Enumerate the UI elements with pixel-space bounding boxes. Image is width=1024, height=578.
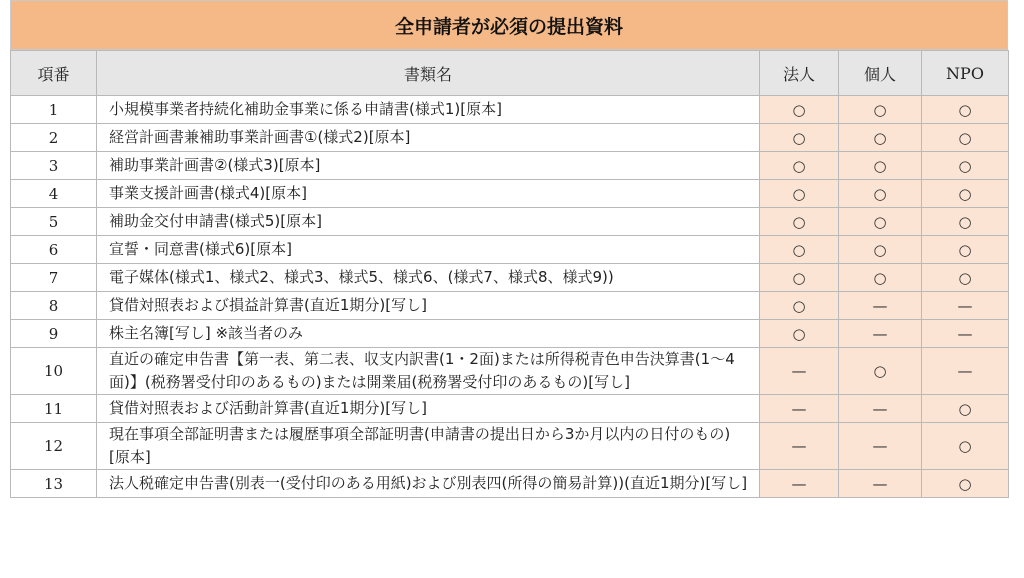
- individual-mark: —: [839, 292, 922, 320]
- npo-mark: ○: [922, 236, 1009, 264]
- row-number: 13: [11, 470, 97, 498]
- table-row: [11, 423, 1009, 470]
- document-name: 経営計画書兼補助事業計画書①(様式2)[原本]: [97, 124, 760, 152]
- npo-mark: ○: [922, 152, 1009, 180]
- row-number: 5: [11, 208, 97, 236]
- document-name: 宣誓・同意書(様式6)[原本]: [97, 236, 760, 264]
- corporation-mark: ○: [760, 320, 839, 348]
- corporation-mark: ○: [760, 292, 839, 320]
- document-name: 貸借対照表および損益計算書(直近1期分)[写し]: [97, 292, 760, 320]
- corporation-mark: ○: [760, 124, 839, 152]
- individual-mark: ○: [839, 152, 922, 180]
- individual-mark: —: [839, 470, 922, 498]
- corporation-mark: ○: [760, 180, 839, 208]
- row-number: 7: [11, 264, 97, 292]
- npo-mark: ○: [922, 180, 1009, 208]
- document-name: 小規模事業者持続化補助金事業に係る申請書(様式1)[原本]: [97, 96, 760, 124]
- table-row: [11, 348, 1009, 395]
- document-name: 事業支援計画書(様式4)[原本]: [97, 180, 760, 208]
- npo-mark: ○: [922, 264, 1009, 292]
- individual-mark: ○: [839, 236, 922, 264]
- row-number: 11: [11, 395, 97, 423]
- npo-mark: ○: [922, 423, 1009, 470]
- corporation-mark: ○: [760, 96, 839, 124]
- table-row: [11, 124, 1009, 152]
- document-name: 直近の確定申告書【第一表、第二表、収支内訳書(1・2面)または所得税青色申告決算書(1～4面)】(税務署受付印のあるもの)または開業届(税務署受付印のあるもの)[写し]: [97, 348, 760, 395]
- row-number: 12: [11, 423, 97, 470]
- npo-mark: —: [922, 348, 1009, 395]
- npo-mark: ○: [922, 96, 1009, 124]
- npo-mark: ○: [922, 470, 1009, 498]
- individual-mark: —: [839, 320, 922, 348]
- individual-mark: ○: [839, 124, 922, 152]
- table-row: [11, 395, 1009, 423]
- individual-mark: ○: [839, 96, 922, 124]
- corporation-mark: ○: [760, 208, 839, 236]
- npo-mark: ○: [922, 208, 1009, 236]
- table-row: [11, 96, 1009, 124]
- corporation-mark: ○: [760, 264, 839, 292]
- npo-mark: ○: [922, 395, 1009, 423]
- individual-mark: ○: [839, 348, 922, 395]
- row-number: 4: [11, 180, 97, 208]
- row-number: 3: [11, 152, 97, 180]
- row-number: 1: [11, 96, 97, 124]
- corporation-mark: ○: [760, 236, 839, 264]
- document-name: 株主名簿[写し] ※該当者のみ: [97, 320, 760, 348]
- document-name: 貸借対照表および活動計算書(直近1期分)[写し]: [97, 395, 760, 423]
- document-name: 電子媒体(様式1、様式2、様式3、様式5、様式6、(様式7、様式8、様式9)): [97, 264, 760, 292]
- row-number: 9: [11, 320, 97, 348]
- header-npo: NPO: [922, 51, 1009, 96]
- document-name: 補助金交付申請書(様式5)[原本]: [97, 208, 760, 236]
- row-number: 2: [11, 124, 97, 152]
- npo-mark: —: [922, 292, 1009, 320]
- header-corporation: 法人: [760, 51, 839, 96]
- header-row: [11, 51, 1009, 96]
- header-no: 項番: [11, 51, 97, 96]
- table-row: [11, 320, 1009, 348]
- header-individual: 個人: [839, 51, 922, 96]
- individual-mark: —: [839, 423, 922, 470]
- table-row: [11, 152, 1009, 180]
- row-number: 6: [11, 236, 97, 264]
- individual-mark: —: [839, 395, 922, 423]
- npo-mark: ○: [922, 124, 1009, 152]
- individual-mark: ○: [839, 180, 922, 208]
- row-number: 10: [11, 348, 97, 395]
- table-row: [11, 208, 1009, 236]
- table-row: [11, 264, 1009, 292]
- table-row: [11, 292, 1009, 320]
- header-document-name: 書類名: [97, 51, 760, 96]
- corporation-mark: —: [760, 470, 839, 498]
- document-name: 現在事項全部証明書または履歴事項全部証明書(申請書の提出日から3か月以内の日付のもの)[原本]: [97, 423, 760, 470]
- corporation-mark: —: [760, 348, 839, 395]
- row-number: 8: [11, 292, 97, 320]
- individual-mark: ○: [839, 208, 922, 236]
- individual-mark: ○: [839, 264, 922, 292]
- table-row: [11, 180, 1009, 208]
- document-name: 法人税確定申告書(別表一(受付印のある用紙)および別表四(所得の簡易計算))(直近1期分)[写し]: [97, 470, 760, 498]
- table-title: 全申請者が必須の提出資料: [10, 0, 1008, 50]
- required-documents-table: [10, 50, 1009, 498]
- table-row: [11, 236, 1009, 264]
- table-row: [11, 470, 1009, 498]
- corporation-mark: —: [760, 395, 839, 423]
- corporation-mark: ○: [760, 152, 839, 180]
- npo-mark: —: [922, 320, 1009, 348]
- corporation-mark: —: [760, 423, 839, 470]
- document-name: 補助事業計画書②(様式3)[原本]: [97, 152, 760, 180]
